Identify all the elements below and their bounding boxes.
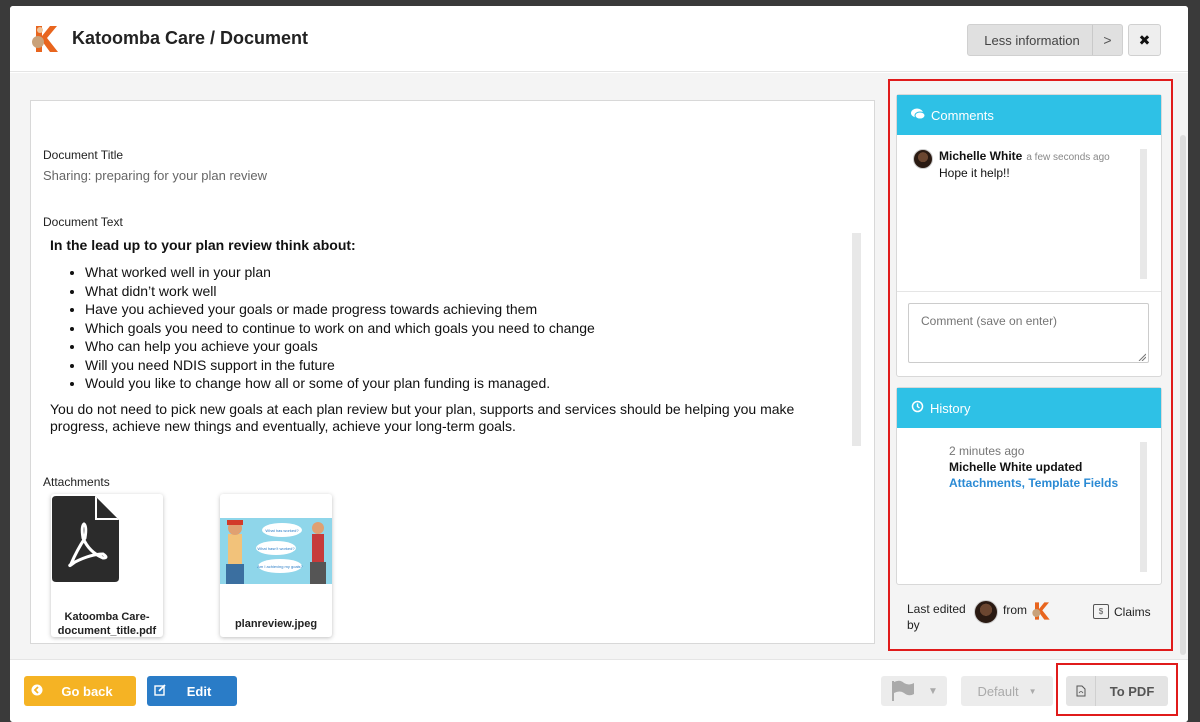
- modal-footer: [10, 659, 1188, 722]
- comments-icon: [911, 108, 925, 123]
- comments-heading: Comments: [931, 107, 994, 123]
- comment-text: Hope it help!!: [939, 166, 1010, 180]
- comments-scrollbar[interactable]: [1140, 149, 1147, 279]
- history-fields-link[interactable]: Attachments, Template Fields: [949, 476, 1119, 490]
- edit-button[interactable]: [147, 676, 237, 706]
- list-item: • Would you like to change how all or some of your plan funding is managed.: [85, 374, 858, 393]
- history-panel: [896, 387, 1162, 585]
- history-time: 2 minutes ago: [949, 444, 1025, 458]
- arrow-left-circle-icon: [24, 684, 50, 699]
- comment-item: [913, 149, 1110, 180]
- list-item: • Which goals you need to continue to work on and which goals you need to change: [85, 319, 858, 338]
- pdf-file-icon: [51, 494, 163, 594]
- document-text-body[interactable]: [43, 229, 858, 444]
- comment-author: Michelle White: [939, 149, 1023, 163]
- katoomba-logo: [1031, 599, 1051, 623]
- thumbnail-bubble-text: What has worked?: [265, 528, 299, 533]
- list-item: • Will you need NDIS support in the future: [85, 356, 858, 375]
- chevron-right-icon[interactable]: >: [1092, 25, 1122, 55]
- to-pdf-label: To PDF: [1109, 683, 1155, 699]
- attachment-name: planreview.jpeg: [234, 618, 318, 630]
- edit-icon: [147, 683, 173, 699]
- katoomba-logo: [30, 22, 60, 56]
- pdf-icon: [1066, 676, 1096, 706]
- attachments-label: Attachments: [43, 475, 110, 489]
- history-actor: Michelle White updated: [949, 460, 1083, 474]
- page-scrollbar[interactable]: [1180, 135, 1186, 655]
- go-back-label: Go back: [61, 683, 113, 699]
- divider: [897, 291, 1161, 292]
- attachment-name: Katoomba Care-document_title.pdf: [57, 611, 157, 637]
- default-status-dropdown[interactable]: [961, 676, 1053, 706]
- attachment-pdf[interactable]: [51, 494, 163, 637]
- list-item: • Who can help you achieve your goals: [85, 337, 858, 356]
- attachment-image[interactable]: [220, 494, 332, 637]
- document-text-heading: In the lead up to your plan review think about:: [50, 237, 356, 253]
- history-scrollbar[interactable]: [1140, 442, 1147, 572]
- edit-label: Edit: [186, 683, 212, 699]
- document-modal: [10, 6, 1188, 722]
- list-item: • What didn’t work well: [85, 282, 858, 301]
- modal-header: [10, 6, 1188, 72]
- document-text-scrollbar[interactable]: [852, 233, 861, 446]
- thumbnail-bubble-text: What hasn't worked?: [257, 546, 295, 551]
- image-thumbnail: [220, 494, 332, 594]
- default-label: Default: [977, 683, 1019, 699]
- caret-down-icon: ▼: [1028, 686, 1037, 696]
- less-information-label: Less information: [984, 32, 1080, 48]
- flag-dropdown[interactable]: [881, 676, 947, 706]
- last-edited-label: Last edited by: [907, 602, 966, 632]
- resize-handle-icon[interactable]: [1138, 353, 1146, 361]
- claims-label: Claims: [1114, 604, 1151, 619]
- claims-link[interactable]: [1093, 604, 1151, 619]
- comment-time: a few seconds ago: [1026, 152, 1110, 163]
- caret-down-icon: ▼: [928, 685, 938, 697]
- less-information-button[interactable]: [967, 24, 1123, 56]
- history-heading: History: [930, 400, 971, 416]
- document-title-value: Sharing: preparing for your plan review: [43, 168, 268, 183]
- history-icon: [911, 400, 924, 416]
- document-paragraph: You do not need to pick new goals at each plan review but your plan, supports and services should be helping you make progress, achieve new things and eventually, achieve your long-term goals.: [50, 400, 795, 434]
- content-area: [10, 73, 1188, 659]
- list-item: • What worked well in your plan: [85, 263, 858, 282]
- comments-panel: [896, 94, 1162, 377]
- document-text-label: Document Text: [43, 215, 123, 229]
- go-back-button[interactable]: [24, 676, 136, 706]
- claims-icon: $: [1093, 604, 1109, 619]
- document-title-label: Document Title: [43, 148, 124, 162]
- close-button[interactable]: ✖: [1128, 24, 1161, 56]
- history-header: [897, 388, 1161, 428]
- list-item: • Have you achieved your goals or made progress towards achieving them: [85, 300, 858, 319]
- document-panel: [30, 100, 875, 644]
- comments-header: [897, 95, 1161, 135]
- avatar: [913, 149, 933, 169]
- flag-icon: [890, 680, 916, 702]
- page-title: Katoomba Care / Document: [72, 28, 309, 48]
- from-label: from: [1003, 603, 1027, 617]
- avatar: [974, 600, 998, 624]
- thumbnail-bubble-text: Am I achieving my goals?: [257, 564, 303, 569]
- comment-input[interactable]: [908, 303, 1149, 363]
- to-pdf-button[interactable]: [1066, 676, 1168, 706]
- comment-author-line: [939, 149, 1110, 163]
- document-bullet-list: [85, 263, 858, 393]
